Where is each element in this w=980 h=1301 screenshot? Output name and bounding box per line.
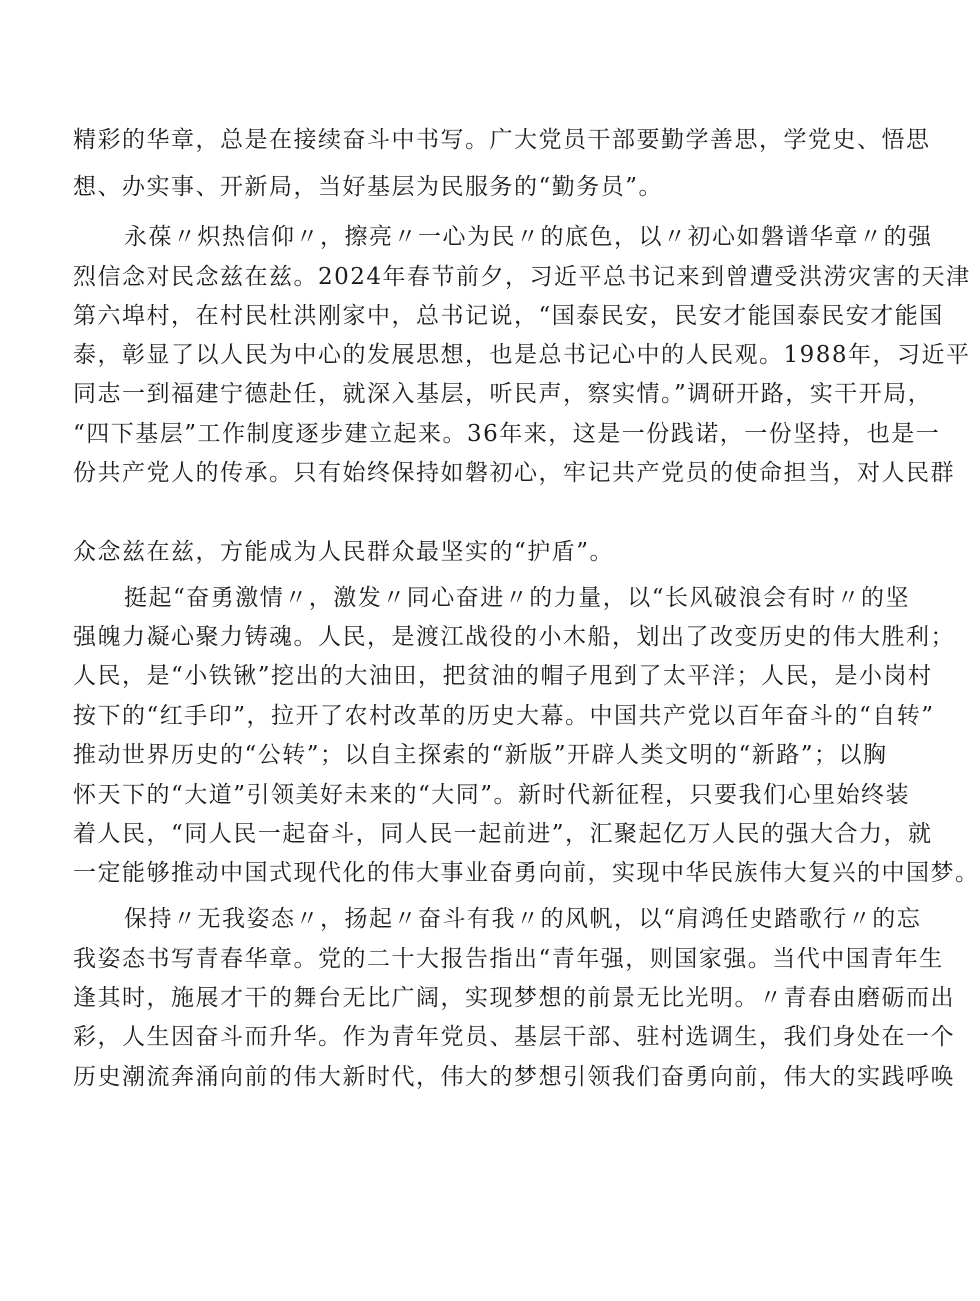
text-line: 一定能够推动中国式现代化的伟大事业奋勇向前，实现中华民族伟大复兴的中国梦。: [73, 860, 980, 886]
text-line: 同志一到福建宁德赴任，就深入基层，听民声，察实情。”调研开路，实干开局，: [73, 381, 933, 407]
text-line: 泰，彰显了以人民为中心的发展思想，也是总书记心中的人民观。1988年，习近平: [73, 342, 971, 368]
paragraph-start-line: 永葆〃炽热信仰〃，擦亮〃一心为民〃的底色，以〃初心如磐谱华章〃的强: [124, 224, 933, 250]
paragraph-start-line: 保持〃无我姿态〃，扬起〃奋斗有我〃的风帆，以“肩鸿任史踏歌行〃的忘: [124, 906, 922, 932]
text-line: 精彩的华章，总是在接续奋斗中书写。广大党员干部要勤学善思，学党史、悟思: [73, 127, 931, 153]
paragraph-start-line: 挺起“奋勇激情〃，激发〃同心奋进〃的力量，以“长风破浪会有时〃的坚: [124, 585, 911, 611]
text-line: “四下基层”工作制度逐步建立起来。36年来，这是一份践诺，一份坚持，也是一: [73, 421, 941, 447]
text-line: 我姿态书写青春华章。党的二十大报告指出“青年强，则国家强。当代中国青年生: [73, 946, 944, 972]
text-line: 份共产党人的传承。只有始终保持如磐初心，牢记共产党员的使命担当，对人民群: [73, 460, 955, 486]
text-line: 第六埠村，在村民杜洪刚家中，总书记说，“国泰民安，民安才能国泰民安才能国: [73, 303, 944, 329]
text-line: 怀天下的“大道”引领美好未来的“大同”。新时代新征程，只要我们心里始终装: [73, 782, 911, 808]
text-line: 按下的“红手印”，拉开了农村改革的历史大幕。中国共产党以百年奋斗的“自转”: [73, 703, 935, 729]
text-line: 烈信念对民念兹在兹。2024年春节前夕，习近平总书记来到曾遭受洪涝灾害的天津: [73, 264, 971, 290]
text-line: 强魄力凝心聚力铸魂。人民，是渡江战役的小木船，划出了改变历史的伟大胜利；: [73, 624, 955, 650]
text-line: 人民，是“小铁锹”挖出的大油田，把贫油的帽子甩到了太平洋；人民，是小岗村: [73, 663, 933, 689]
text-line: 历史潮流奔涌向前的伟大新时代，伟大的梦想引领我们奋勇向前，伟大的实践呼唤: [73, 1064, 955, 1090]
text-line: 推动世界历史的“公转”；以自主探索的“新版”开辟人类文明的“新路”；以胸: [73, 742, 888, 768]
text-line: 逢其时，施展才干的舞台无比广阔，实现梦想的前景无比光明。〃青春由磨砺而出: [73, 985, 955, 1011]
text-line: 众念兹在兹，方能成为人民群众最坚实的“护盾”。: [73, 539, 615, 565]
text-line: 彩，人生因奋斗而升华。作为青年党员、基层干部、驻村选调生，我们身处在一个: [73, 1024, 955, 1050]
text-line: 想、办实事、开新局，当好基层为民服务的“勤务员”。: [73, 174, 664, 200]
text-line: 着人民，“同人民一起奋斗，同人民一起前进”，汇聚起亿万人民的强大合力，就: [73, 821, 933, 847]
